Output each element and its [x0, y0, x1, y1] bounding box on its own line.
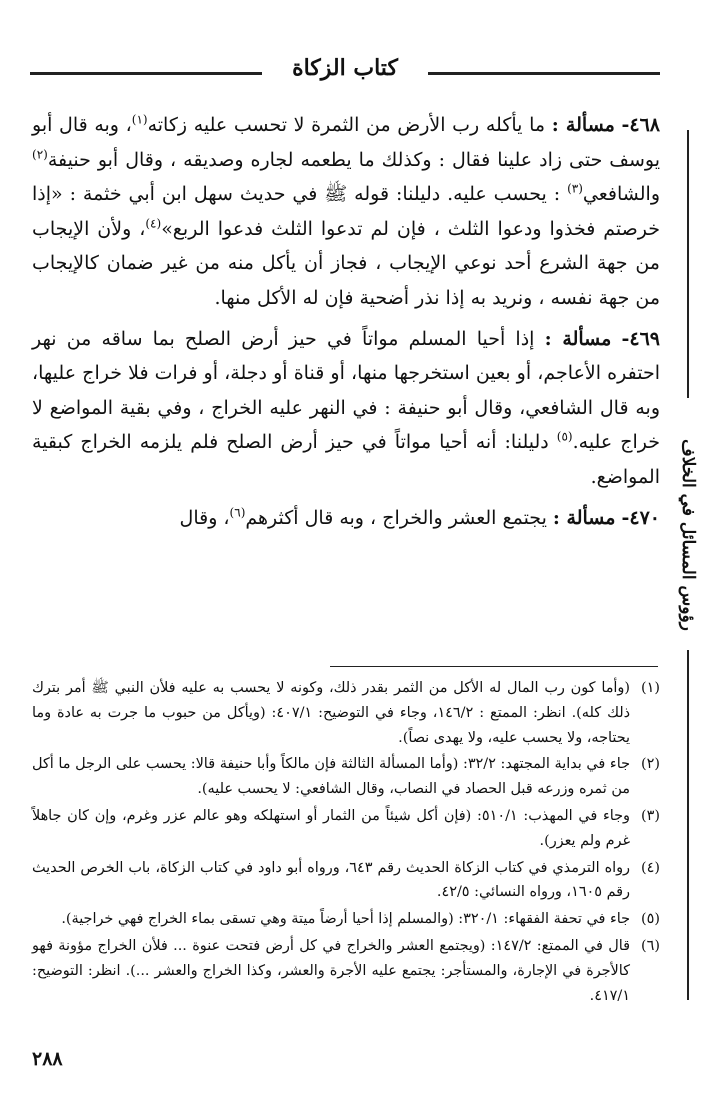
footnote-number: (٢): [641, 756, 660, 773]
footnote-number: (٤): [641, 859, 660, 876]
footnote-ref: (٢): [32, 147, 48, 162]
issue-469: [32, 322, 660, 495]
side-rule-top: [687, 130, 689, 398]
footnote-text: جاء في بداية المجتهد: ٣٢/٢: (وأما المسألة الثالثة فإن مالكاً وأبا حنيفة قالا: يحسب على الرجل ما أكل من ثمره وزرعه قبل الحصاد في النصاب، وقال الشافعي: لا يحسب عليه).: [32, 756, 630, 798]
footnote: [32, 856, 660, 906]
page-number: ٢٨٨: [32, 1048, 63, 1070]
footnote: [32, 907, 660, 932]
footnote-number: (١): [641, 680, 660, 696]
header-rule-right: [428, 72, 660, 75]
issue-text: ما يأكله رب الأرض من الثمرة لا تحسب عليه زكاته: [147, 114, 552, 136]
footnote-number: (٣): [641, 807, 660, 824]
footnote-ref: (٥): [556, 430, 573, 445]
side-running-title: [676, 130, 700, 1000]
footnote-number: (٦): [641, 937, 660, 954]
footnote-separator: [330, 666, 658, 667]
footnotes: [32, 676, 660, 1010]
side-rule-bottom: [687, 650, 689, 1000]
issue-text: دليلنا: أنه أحيا مواتاً في حيز أرض الصلح فلم يلزمه الخراج كبقية المواضع.: [32, 431, 660, 488]
footnote-ref: (١): [131, 112, 148, 127]
footnote: [32, 676, 660, 750]
issue-number: ٤٦٩-: [621, 327, 660, 350]
footnote-text: قال في الممتع: ١٤٧/٢: (ويجتمع العشر والخراج في كل أرض فتحت عنوة ... فلأن الخراج مؤونة فهو كالأجرة في الإجارة، والمستأجر: يجتمع عليه الأجرة والعشر، وكذا الخراج والعشر ...). انظر: التوضيح: ٤١٧/١.: [32, 937, 630, 1004]
issue-text: إذا أحيا المسلم مواتاً في حيز أرض الصلح بما ساقه من نهر احتفره الأعاجم، أو بعين استخرجها منها، أو قناة أو دجلة، أو فرات فلا خراج عليها، وبه قال الشافعي، وقال أبو حنيفة : في النهر عليه الخراج ، وفي بقية المواضع لا خراج عليه.: [32, 327, 660, 454]
issue-text: والشافعي: [582, 183, 660, 206]
issue-keyword: مسألة :: [551, 114, 615, 136]
footnote: [32, 934, 660, 1008]
side-title-label: رؤوس المسائل في الخلاف: [678, 439, 698, 631]
issue-number: ٤٧٠-: [621, 506, 660, 529]
footnote-text: جاء في تحفة الفقهاء: ٣٢٠/١: (والمسلم إذا أحيا أرضاً ميتة وهي تسقى بماء الخراج فهي خراجية).: [61, 911, 630, 928]
footnote-ref: (٣): [567, 181, 583, 196]
footnote: [32, 752, 660, 802]
footnote-number: (٥): [641, 911, 660, 928]
issue-number: ٤٦٨-: [621, 114, 660, 136]
footnote-text: رواه الترمذي في كتاب الزكاة الحديث رقم ٦٤٣، ورواه أبو داود في كتاب الزكاة، باب الخرص الحديث رقم ١٦٠٥، ورواه النسائي: ٤٢/٥.: [32, 859, 631, 901]
issue-470: [32, 501, 660, 536]
issue-keyword: مسألة :: [544, 327, 612, 350]
issue-468: [32, 108, 660, 316]
footnote-ref: (٤): [145, 216, 162, 231]
main-text: [32, 108, 660, 541]
issue-text: ، وقال: [179, 506, 230, 529]
footnote: [32, 804, 660, 854]
header-title: كتاب الزكاة: [292, 55, 398, 81]
footnote-text: (وأما كون رب المال له الأكل من الثمر بقدر ذلك، وكونه لا يحسب به عليه فلأن النبي ﷺ أمر بترك ذلك كله). انظر: الممتع : ١٤٦/٢، وجاء في التوضيح: ٤٠٧/١: (ويأكل من حبوب ما جرت به عادة وما يحتاجه، ولا يحسب عليه، ولا يهدى نصاً).: [32, 680, 631, 746]
issue-keyword: مسألة :: [552, 506, 616, 529]
issue-text: ، ولأن الإيجاب من جهة الشرع أحد نوعي الإيجاب ، فجاز أن يأكل منه من غير ضمان كالإيجاب من جهة نفسه ، ونريد به إذا نذر أضحية فإن له الأكل منها.: [32, 217, 660, 309]
running-header: [30, 52, 660, 92]
issue-text: ، وبه قال أبو يوسف حتى زاد علينا فقال : وكذلك ما يطعمه لجاره وصديقه ، وقال أبو حنيفة: [32, 114, 660, 171]
footnote-text: وجاء في المهذب: ٥١٠/١: (فإن أكل شيئاً من الثمار أو استهلكه وهو عالم عزر وغرم، وإن كان جاهلاً غرم ولم يعزر).: [32, 807, 630, 849]
issue-text: : يحسب عليه. دليلنا: قوله ﷺ في حديث سهل ابن أبي خثمة : «إذا خرصتم فخذوا ودعوا الثلث ، فإن لم تدعوا الثلث فدعوا الربع»: [32, 183, 660, 240]
issue-text: يجتمع العشر والخراج ، وبه قال أكثرهم: [245, 506, 553, 529]
footnote-ref: (٦): [229, 505, 246, 520]
